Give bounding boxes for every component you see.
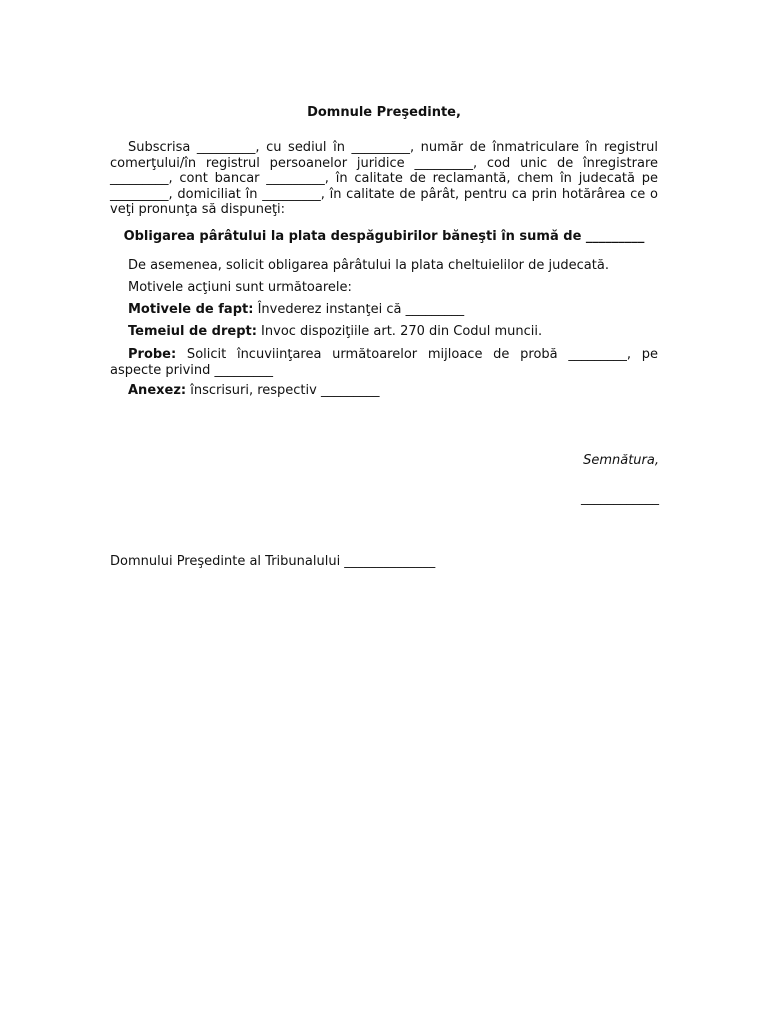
document-title: Domnule Preşedinte, — [307, 105, 461, 120]
facts-label: Motivele de fapt: — [128, 302, 254, 317]
evidence-paragraph — [110, 347, 658, 378]
annex-label: Anexez: — [128, 383, 187, 398]
facts-paragraph — [110, 302, 658, 318]
annex-text: înscrisuri, respectiv _________ — [186, 383, 380, 398]
signature-label: Semnătura, — [583, 453, 659, 468]
reasons-intro-paragraph: Motivele acţiuni sunt următoarele: — [128, 280, 352, 295]
legal-basis-text: Invoc dispoziţiile art. 270 din Codul muncii. — [256, 324, 543, 339]
signature-line: ____________ — [581, 491, 659, 506]
evidence-text: Solicit încuviinţarea următoarelor mijloace de probă _________, pe aspecte privind _________ — [110, 347, 658, 378]
legal-basis-label: Temeiul de drept: — [128, 324, 257, 339]
legal-basis-paragraph — [110, 324, 658, 340]
annex-paragraph — [110, 383, 658, 399]
main-request: Obligarea pârâtului la plata despăgubirilor băneşti în sumă de _________ — [123, 229, 645, 244]
intro-paragraph: Subscrisa _________, cu sediul în _________, număr de înmatriculare în registrul comerţului/în registrul persoanelor juridice _________, cod unic de înregistrare _________, cont bancar _________, în calitate de reclamantă, chem în judecată pe _________, domiciliat în _________, în calitate de pârât, pentru ca prin hotărârea ce o veţi pronunţa să dispuneţi: — [110, 140, 658, 218]
costs-paragraph: De asemenea, solicit obligarea pârâtului la plata cheltuielilor de judecată. — [128, 258, 609, 273]
addressee-line: Domnului Preşedinte al Tribunalului ______________ — [110, 554, 436, 569]
evidence-label: Probe: — [128, 347, 177, 362]
facts-text: Învederez instanţei că _________ — [253, 302, 465, 317]
